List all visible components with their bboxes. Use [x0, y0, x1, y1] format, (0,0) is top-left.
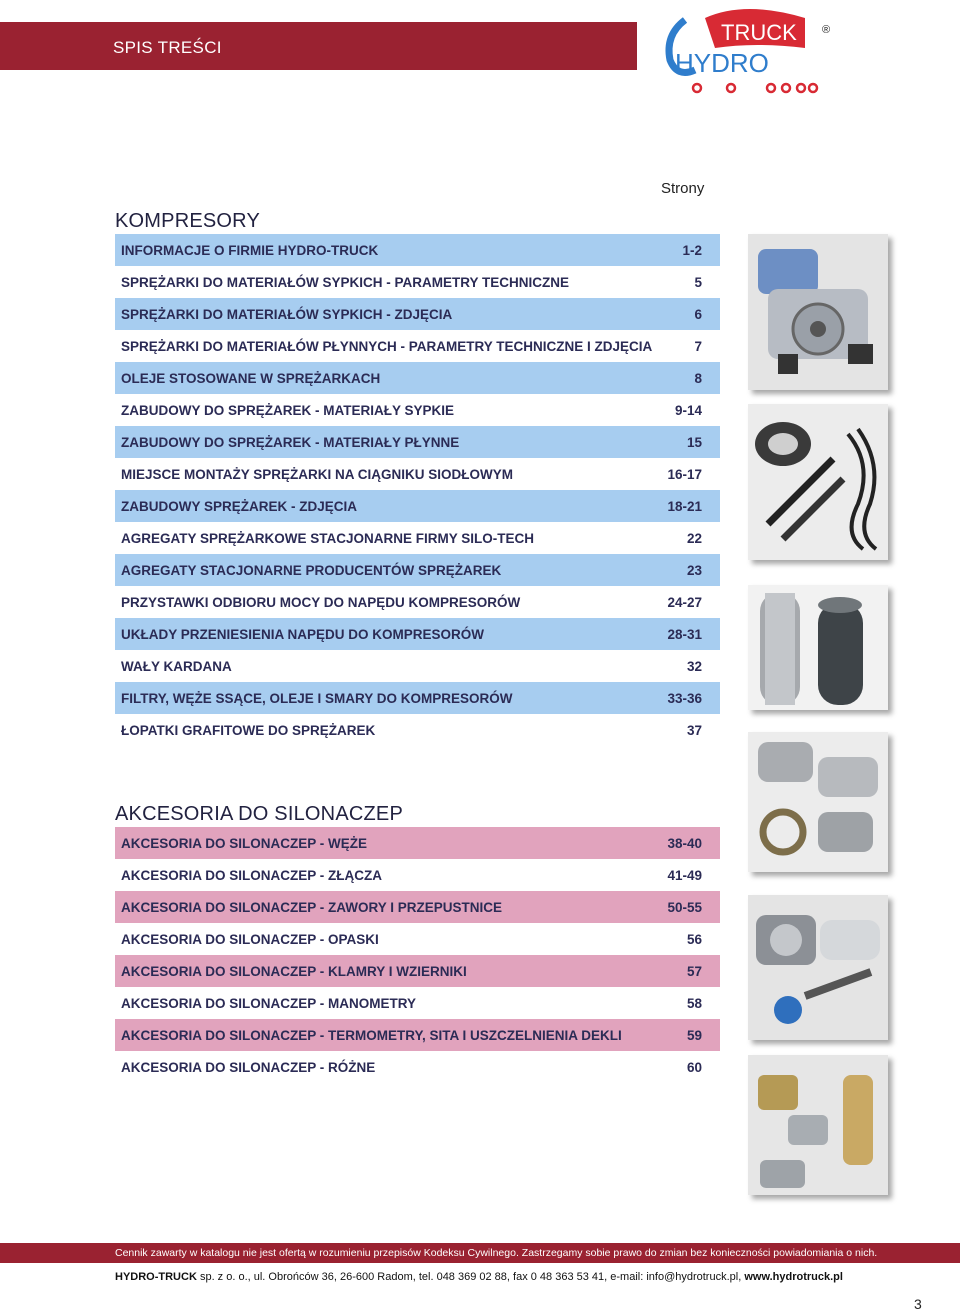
toc-label: OLEJE STOSOWANE W SPRĘŻARKACH: [121, 371, 381, 386]
toc-pages: 37: [686, 723, 702, 738]
toc-pages: 32: [686, 659, 702, 674]
toc-pages: 50-55: [667, 900, 702, 915]
toc-pages: 58: [686, 996, 702, 1011]
footer-company: HYDRO-TRUCK: [115, 1271, 197, 1283]
couplings-photo: [748, 732, 888, 872]
footer-contact: [115, 1271, 843, 1283]
toc-pages: 59: [686, 1028, 702, 1043]
toc-label: ZABUDOWY SPRĘŻAREK - ZDJĘCIA: [121, 499, 358, 514]
toc-label: SPRĘŻARKI DO MATERIAŁÓW PŁYNNYCH - PARAMETRY TECHNICZNE I ZDJĘCIA: [121, 339, 653, 354]
toc-pages: 56: [686, 932, 702, 947]
toc-row[interactable]: [115, 891, 720, 923]
toc-pages: 15: [686, 435, 702, 450]
toc-label: ZABUDOWY DO SPRĘŻAREK - MATERIAŁY PŁYNNE: [121, 435, 460, 450]
toc-row[interactable]: [115, 554, 720, 586]
compressor-photo: [748, 234, 888, 390]
footer-disclaimer: Cennik zawarty w katalogu nie jest ofertą w rozumieniu przepisów Kodeksu Cywilnego. Zastrzegamy sobie prawo do zmian bez konieczności powiadomiania o nich.: [115, 1247, 878, 1259]
toc-akcesoria: [115, 827, 720, 1083]
page-title: SPIS TREŚCI: [113, 38, 222, 57]
toc-pages: 16-17: [667, 467, 702, 482]
footer-website[interactable]: www.hydrotruck.pl: [744, 1271, 843, 1283]
toc-row[interactable]: [115, 923, 720, 955]
toc-row[interactable]: [115, 234, 720, 266]
toc-row[interactable]: [115, 522, 720, 554]
toc-pages: 23: [686, 563, 702, 578]
toc-row[interactable]: [115, 298, 720, 330]
toc-row[interactable]: [115, 1019, 720, 1051]
drive-belts-photo: [748, 404, 888, 560]
logo-truck-text: TRUCK: [721, 20, 797, 45]
logo-hydro-text: HYDRO: [675, 48, 769, 78]
toc-label: SPRĘŻARKI DO MATERIAŁÓW SYPKICH - ZDJĘCIA: [121, 307, 453, 322]
toc-row[interactable]: [115, 859, 720, 891]
toc-row[interactable]: [115, 827, 720, 859]
toc-kompresory: [115, 234, 720, 746]
toc-row[interactable]: [115, 394, 720, 426]
toc-row[interactable]: [115, 586, 720, 618]
toc-label: SPRĘŻARKI DO MATERIAŁÓW SYPKICH - PARAMETRY TECHNICZNE: [121, 275, 570, 290]
toc-row[interactable]: [115, 490, 720, 522]
section-title-akcesoria: AKCESORIA DO SILONACZEP: [115, 803, 404, 825]
toc-row[interactable]: [115, 650, 720, 682]
toc-row[interactable]: [115, 682, 720, 714]
toc-pages: 18-21: [667, 499, 702, 514]
pages-column-label: Strony: [661, 180, 705, 197]
hydro-truck-logo: [655, 0, 835, 100]
fittings-photo: [748, 1055, 888, 1195]
toc-label: AKCESORIA DO SILONACZEP - ZŁĄCZA: [121, 868, 383, 883]
toc-row[interactable]: [115, 714, 720, 746]
toc-pages: 7: [694, 339, 702, 354]
toc-label: WAŁY KARDANA: [121, 659, 232, 674]
toc-pages: 41-49: [667, 868, 702, 883]
toc-row[interactable]: [115, 330, 720, 362]
header-bar: [0, 22, 637, 70]
toc-label: ZABUDOWY DO SPRĘŻAREK - MATERIAŁY SYPKIE: [121, 403, 455, 418]
toc-label: AKCESORIA DO SILONACZEP - WĘŻE: [121, 836, 368, 851]
toc-label: FILTRY, WĘŻE SSĄCE, OLEJE I SMARY DO KOMPRESORÓW: [121, 691, 513, 706]
page-number: 3: [914, 1296, 922, 1312]
toc-label: AKCESORIA DO SILONACZEP - ZAWORY I PRZEPUSTNICE: [121, 900, 503, 915]
toc-label: AGREGATY SPRĘŻARKOWE STACJONARNE FIRMY SILO-TECH: [121, 531, 535, 546]
toc-label: AKCESORIA DO SILONACZEP - RÓŻNE: [121, 1060, 376, 1075]
toc-row[interactable]: [115, 1051, 720, 1083]
toc-label: PRZYSTAWKI ODBIORU MOCY DO NAPĘDU KOMPRESORÓW: [121, 595, 521, 610]
toc-label: UKŁADY PRZENIESIENIA NAPĘDU DO KOMPRESORÓW: [121, 627, 485, 642]
toc-pages: 33-36: [667, 691, 702, 706]
toc-label: AGREGATY STACJONARNE PRODUCENTÓW SPRĘŻAREK: [121, 563, 502, 578]
toc-label: AKCESORIA DO SILONACZEP - TERMOMETRY, SITA I USZCZELNIENIA DEKLI: [121, 1028, 622, 1043]
toc-pages: 1-2: [682, 243, 702, 258]
toc-label: INFORMACJE O FIRMIE HYDRO-TRUCK: [121, 243, 379, 258]
toc-pages: 9-14: [674, 403, 702, 418]
toc-pages: 5: [694, 275, 702, 290]
toc-pages: 60: [686, 1060, 702, 1075]
toc-pages: 22: [686, 531, 702, 546]
toc-row[interactable]: [115, 955, 720, 987]
footer-disclaimer-bar: [0, 1243, 960, 1263]
logo-reg-mark: ®: [822, 24, 831, 36]
valves-photo: [748, 895, 888, 1040]
toc-pages: 6: [694, 307, 702, 322]
toc-label: AKCESORIA DO SILONACZEP - MANOMETRY: [121, 996, 417, 1011]
toc-row[interactable]: [115, 266, 720, 298]
toc-row[interactable]: [115, 987, 720, 1019]
toc-label: AKCESORIA DO SILONACZEP - KLAMRY I WZIERNIKI: [121, 964, 467, 979]
toc-row[interactable]: [115, 426, 720, 458]
toc-pages: 8: [694, 371, 702, 386]
suction-hoses-photo: [748, 585, 888, 710]
toc-pages: 28-31: [667, 627, 702, 642]
toc-row[interactable]: [115, 362, 720, 394]
section-title-kompresory: KOMPRESORY: [115, 210, 260, 232]
toc-row[interactable]: [115, 618, 720, 650]
toc-label: ŁOPATKI GRAFITOWE DO SPRĘŻAREK: [121, 723, 376, 738]
toc-label: MIEJSCE MONTAŻY SPRĘŻARKI NA CIĄGNIKU SIODŁOWYM: [121, 467, 514, 482]
toc-pages: 24-27: [667, 595, 702, 610]
toc-pages: 38-40: [667, 836, 702, 851]
toc-row[interactable]: [115, 458, 720, 490]
footer-address: sp. z o. o., ul. Obrońców 36, 26-600 Radom, tel. 048 369 02 88, fax 0 48 363 53 41, e-mail: info@hydrotruck.pl,: [196, 1271, 745, 1283]
toc-label: AKCESORIA DO SILONACZEP - OPASKI: [121, 932, 379, 947]
toc-pages: 57: [686, 964, 702, 979]
